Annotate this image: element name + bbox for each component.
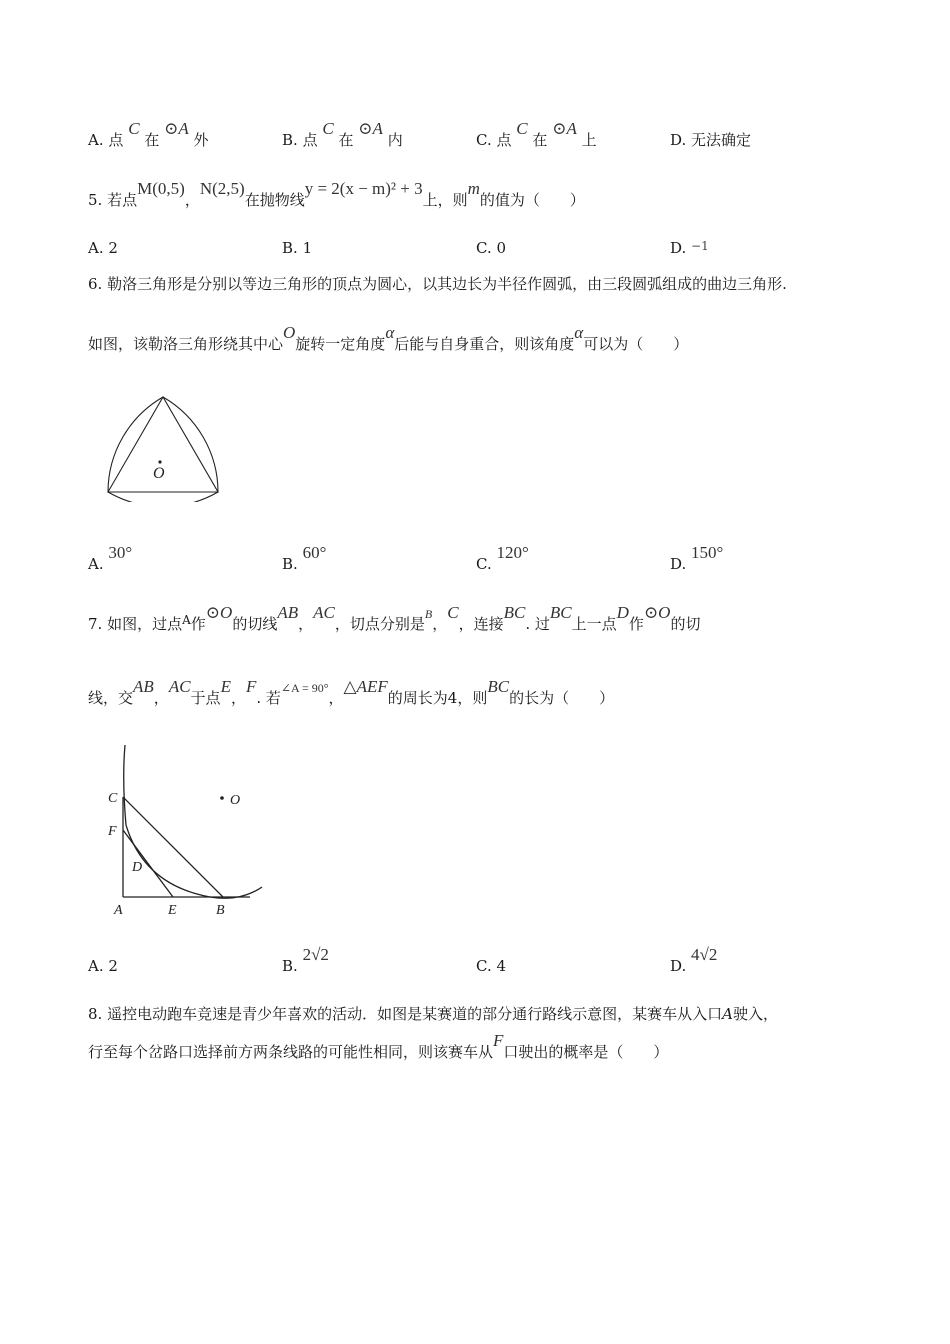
option-text: 内 (387, 131, 403, 149)
q4-option-c[interactable] (476, 119, 597, 152)
option-label: C. (476, 131, 492, 149)
option-value: 0 (496, 239, 507, 257)
stem-text: 如图，该勒洛三角形绕其中心 (88, 335, 284, 353)
math-angle: ∠A = 90° (280, 681, 329, 695)
option-label: D. (670, 957, 687, 975)
option-text: 点 (108, 131, 124, 149)
math-ab: AB (277, 603, 299, 622)
option-label: A. (88, 239, 104, 257)
stem-text: ， (328, 689, 344, 707)
center-dot (220, 796, 224, 800)
math-circle-o: ⊙O (643, 603, 671, 622)
stem-text: 上一点 (571, 615, 617, 633)
math-point-m: M(0,5) (137, 179, 185, 198)
arc-bottom (108, 492, 218, 502)
option-label: B. (282, 239, 298, 257)
math-c: C (447, 603, 459, 622)
question-number: 6. (88, 275, 103, 293)
stem-text: 口驶出的概率是（ ） (503, 1043, 669, 1061)
stem-text: 的切线 (232, 615, 278, 633)
stem-text: 可以为（ ） (583, 335, 689, 353)
option-text: 点 (302, 131, 318, 149)
math-ac: AC (168, 677, 191, 696)
label-f: F (108, 824, 117, 839)
q7-option-a[interactable] (88, 954, 118, 978)
stem-text: 的值为（ ） (479, 191, 585, 209)
reuleaux-triangle-figure (100, 390, 232, 502)
option-value: 60° (302, 543, 327, 562)
math-alpha: α (385, 323, 395, 342)
center-label: O (153, 465, 165, 482)
option-text: 在 (144, 131, 160, 149)
stem-text: ， (153, 689, 169, 707)
question-number: 7. (88, 615, 103, 633)
option-label: C. (476, 957, 492, 975)
q7-option-c[interactable] (476, 954, 506, 978)
option-value: −1 (691, 239, 709, 253)
option-value: 2 (108, 239, 118, 257)
option-text: 无法确定 (691, 131, 752, 149)
stem-text: 上，则 (422, 191, 468, 209)
option-text: 在 (338, 131, 354, 149)
stem-text: 线，交 (88, 689, 134, 707)
option-text: 在 (532, 131, 548, 149)
q7-stem-line2 (88, 677, 615, 711)
q4-option-a[interactable] (88, 119, 209, 152)
stem-text: 作 (190, 615, 206, 633)
stem-text: ， (230, 689, 246, 707)
option-value: 150° (691, 543, 724, 562)
option-label: A. (88, 555, 104, 573)
circle-arc (124, 745, 262, 898)
q8-stem-line2 (88, 1031, 669, 1064)
stem-text: 如图，过点 (107, 615, 183, 633)
math-point-c: C (322, 119, 334, 138)
option-value: 4√2 (691, 945, 718, 964)
option-value: 1 (302, 239, 313, 257)
math-circle-a: ⊙A (164, 119, 189, 138)
label-d: D (132, 860, 143, 875)
math-point-c: C (516, 119, 528, 138)
stem-text: 遥控电动跑车竞速是青少年喜欢的活动．如图是某赛道的部分通行路线示意图，某赛车从入口 (107, 1005, 723, 1023)
label-b: B (216, 903, 225, 918)
option-label: A. (88, 131, 104, 149)
tangent-circle-figure (100, 740, 270, 920)
option-text: 上 (581, 131, 597, 149)
q8-stem-line1 (88, 1002, 778, 1026)
question-number: 8. (88, 1005, 103, 1023)
math-b: B (424, 607, 433, 621)
math-bc: BC (503, 603, 526, 622)
option-label: D. (670, 131, 687, 149)
math-alpha: α (574, 323, 584, 342)
q4-option-b[interactable] (282, 119, 403, 152)
stem-text: 于点 (190, 689, 221, 707)
math-bc: BC (549, 603, 572, 622)
stem-text: 在抛物线 (244, 191, 305, 209)
q7-option-b[interactable] (282, 945, 329, 978)
math-bc: BC (487, 677, 510, 696)
q7-option-d[interactable] (670, 945, 718, 978)
math-ab: AB (133, 677, 154, 696)
q7-stem-line1 (88, 603, 701, 637)
math-point-c: C (128, 119, 140, 138)
option-text: 点 (496, 131, 512, 149)
q5-option-b[interactable] (282, 236, 312, 260)
stem-text: 后能与自身重合，则该角度 (394, 335, 575, 353)
stem-text: 的切 (670, 615, 701, 633)
q5-option-a[interactable] (88, 236, 118, 260)
math-a: A (722, 1005, 733, 1023)
stem-text: 勒洛三角形是分别以等边三角形的顶点为圆心，以其边长为半径作圆弧，由三段圆弧组成的曲边三角形. (107, 275, 787, 293)
label-e: E (168, 903, 177, 918)
q5-option-c[interactable] (476, 236, 506, 260)
stem-text: 旋转一定角度 (295, 335, 386, 353)
option-label: D. (670, 239, 687, 257)
stem-text: . 若 (256, 689, 281, 707)
option-value: 120° (496, 543, 529, 562)
option-label: A. (88, 957, 104, 975)
q6-stem-line1 (88, 272, 787, 296)
label-a: A (114, 903, 123, 918)
math-d: D (616, 603, 629, 622)
stem-text: 作 (628, 615, 644, 633)
option-label: C. (476, 555, 492, 573)
math-circle-a: ⊙A (358, 119, 383, 138)
math-o: O (283, 323, 296, 342)
option-label: C. (476, 239, 492, 257)
option-value: 4 (496, 957, 507, 975)
math-parabola: y = 2(x − m)² + 3 (304, 179, 423, 198)
math-triangle: △AEF (343, 677, 388, 696)
stem-text: 行至每个岔路口选择前方两条线路的可能性相同，则该赛车从 (88, 1043, 494, 1061)
math-circle-a: ⊙A (552, 119, 577, 138)
stem-text: ， (184, 191, 200, 209)
stem-text: ，连接 (458, 615, 504, 633)
stem-text: . 过 (525, 615, 550, 633)
option-value: 2 (108, 957, 118, 975)
option-label: B. (282, 131, 298, 149)
option-text: 外 (193, 131, 209, 149)
q6-option-b[interactable] (282, 543, 327, 576)
math-point-n: N(2,5) (199, 179, 245, 198)
q4-option-d[interactable] (670, 128, 751, 152)
q5-option-d[interactable] (670, 236, 709, 261)
math-f: F (493, 1031, 504, 1050)
label-o: O (230, 793, 241, 808)
segment-bc (123, 797, 223, 897)
q6-stem-line2 (88, 323, 689, 356)
option-label: D. (670, 555, 687, 573)
stem-text: 若点 (107, 191, 138, 209)
math-e: E (220, 677, 231, 696)
q6-option-d[interactable] (670, 543, 724, 576)
question-number: 5. (88, 191, 103, 209)
q6-option-c[interactable] (476, 543, 529, 576)
option-value: 30° (108, 543, 133, 562)
stem-text: 驶入， (732, 1005, 778, 1023)
stem-text: ， (432, 615, 448, 633)
math-ac: AC (313, 603, 335, 622)
label-c: C (108, 791, 118, 806)
stem-text: 的周长为4，则 (387, 689, 488, 707)
stem-text: ， (298, 615, 314, 633)
stem-text: 的长为（ ） (509, 689, 615, 707)
option-value: 2√2 (302, 945, 329, 964)
math-m: m (467, 179, 480, 198)
center-dot (158, 460, 161, 463)
math-f: F (245, 677, 257, 696)
option-label: B. (282, 957, 298, 975)
stem-text: ，切点分别是 (334, 615, 425, 633)
math-a: A (182, 613, 191, 627)
q6-option-a[interactable] (88, 543, 133, 576)
option-label: B. (282, 555, 298, 573)
math-circle-o: ⊙O (205, 603, 233, 622)
q5-stem (88, 179, 585, 212)
